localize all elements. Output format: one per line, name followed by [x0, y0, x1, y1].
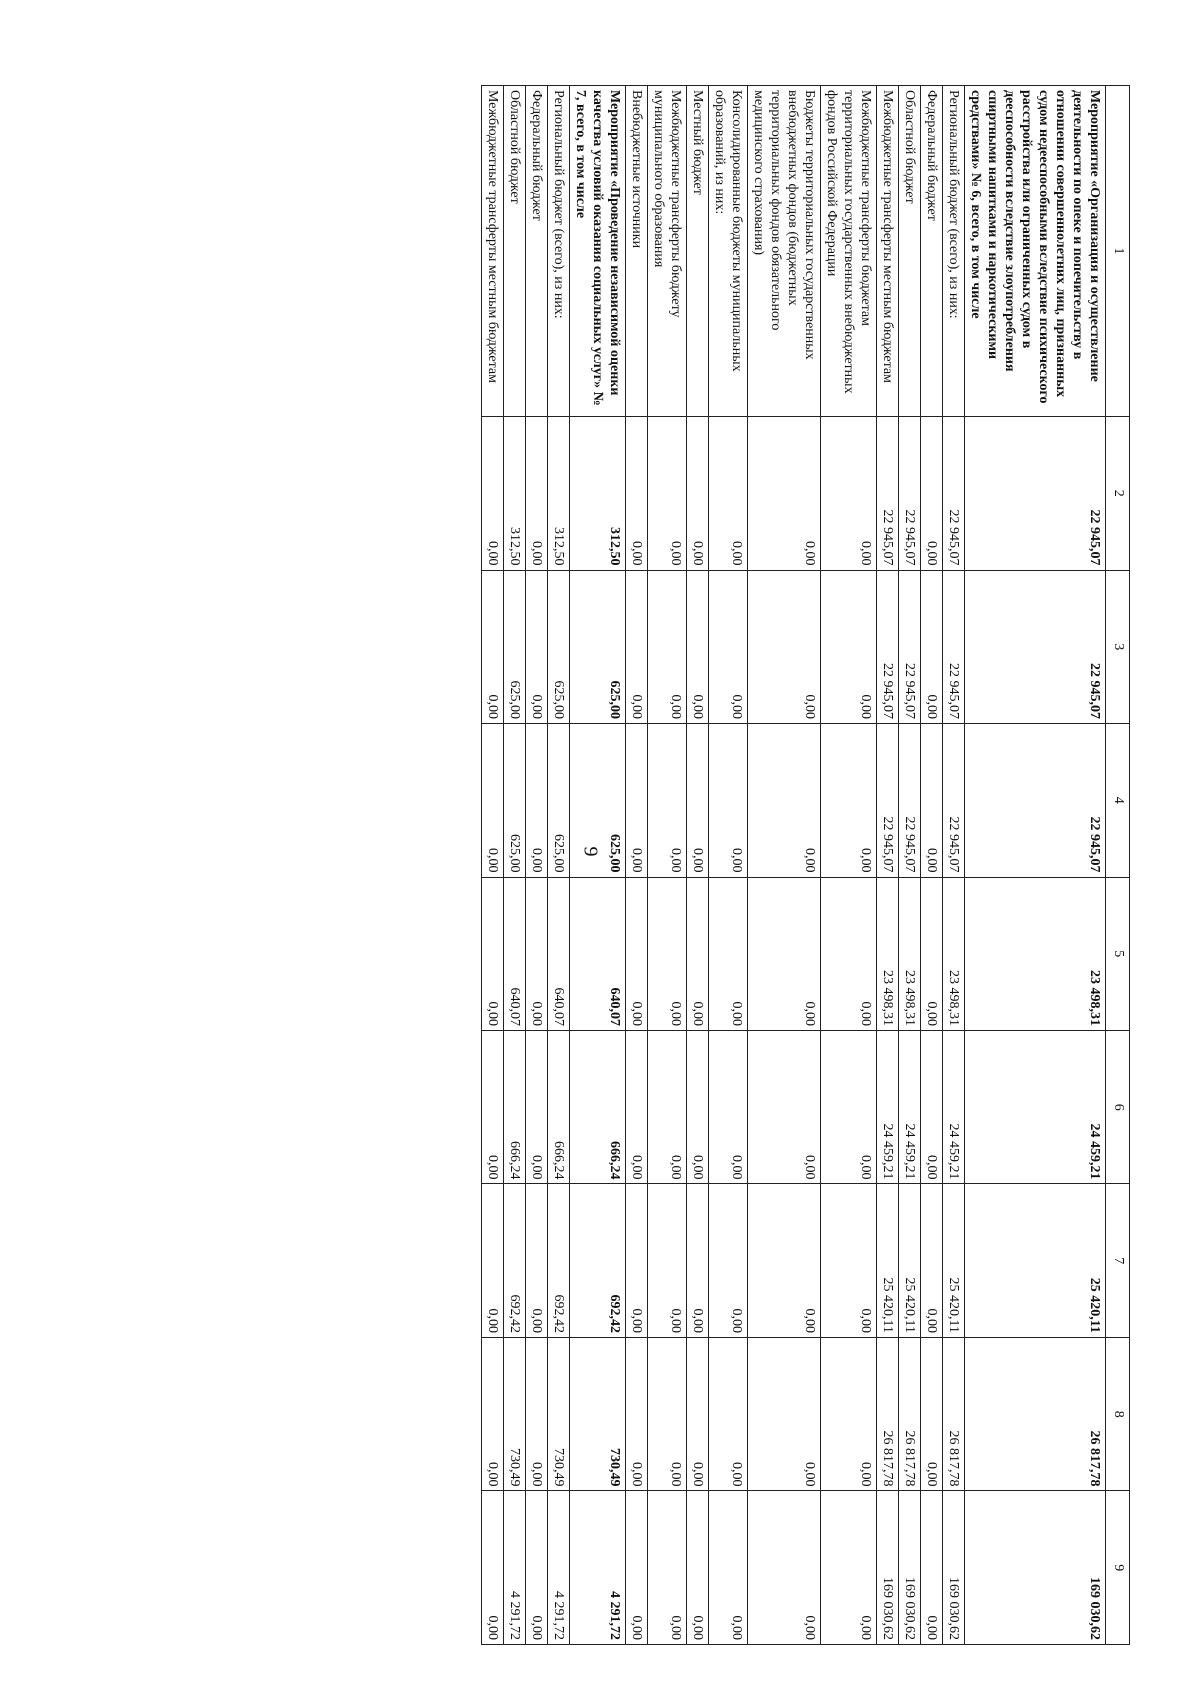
row-value: 22 945,07	[899, 570, 921, 723]
row-value: 0,00	[626, 1337, 648, 1490]
row-value: 0,00	[526, 1491, 548, 1645]
table-row	[648, 86, 687, 1645]
row-label: Консолидированные бюджеты муниципальных образований, из них:	[709, 86, 748, 417]
row-value: 0,00	[482, 877, 504, 1030]
budget-table-rotated	[100, 85, 1130, 1645]
row-value: 692,42	[504, 1184, 526, 1337]
table-row	[899, 86, 921, 1645]
row-value: 0,00	[921, 877, 943, 1030]
row-value: 0,00	[482, 1030, 504, 1183]
table-row	[965, 86, 1106, 1645]
row-value: 0,00	[821, 877, 877, 1030]
table-row	[504, 86, 526, 1645]
row-value: 24 459,21	[899, 1030, 921, 1183]
row-label: Межбюджетные трансферты местным бюджетам	[482, 86, 504, 417]
row-value: 22 945,07	[965, 570, 1106, 723]
column-header: 2	[1106, 417, 1130, 570]
row-value: 0,00	[626, 1030, 648, 1183]
table-row	[921, 86, 943, 1645]
table-row	[626, 86, 648, 1645]
row-value: 23 498,31	[965, 877, 1106, 1030]
row-label: Межбюджетные трансферты местным бюджетам	[877, 86, 899, 417]
row-value: 22 945,07	[877, 417, 899, 570]
row-value: 640,07	[548, 877, 570, 1030]
row-value: 0,00	[748, 1337, 821, 1490]
row-value: 312,50	[548, 417, 570, 570]
row-value: 0,00	[526, 1184, 548, 1337]
row-value: 0,00	[921, 724, 943, 877]
row-value: 666,24	[570, 1030, 626, 1183]
table-row	[570, 86, 626, 1645]
row-value: 169 030,62	[877, 1491, 899, 1645]
row-value: 0,00	[648, 1491, 687, 1645]
row-value: 0,00	[482, 1491, 504, 1645]
row-value: 625,00	[548, 570, 570, 723]
row-value: 22 945,07	[899, 724, 921, 877]
row-label: Мероприятие «Проведение независимой оценки качества условий оказания социальных услуг» № 7, всего, в том числе	[570, 86, 626, 417]
row-value: 0,00	[821, 1184, 877, 1337]
row-value: 0,00	[648, 877, 687, 1030]
row-value: 169 030,62	[943, 1491, 965, 1645]
row-value: 4 291,72	[504, 1491, 526, 1645]
table-row	[821, 86, 877, 1645]
row-value: 24 459,21	[943, 1030, 965, 1183]
row-value: 25 420,11	[965, 1184, 1106, 1337]
row-label: Федеральный бюджет	[526, 86, 548, 417]
row-value: 625,00	[570, 570, 626, 723]
column-header: 7	[1106, 1184, 1130, 1337]
row-value: 0,00	[648, 1337, 687, 1490]
row-value: 0,00	[709, 1491, 748, 1645]
row-label: Федеральный бюджет	[921, 86, 943, 417]
row-value: 0,00	[821, 417, 877, 570]
table-row	[748, 86, 821, 1645]
row-value: 0,00	[687, 1030, 709, 1183]
row-label: Мероприятие «Организация и осуществление деятельности по опеке и попечительству в отношении совершеннолетних лиц, признанных судом недееспособными вследствие психического расстройства или ограниченных судом в дееспособности вследствие злоупотребления спиртными напитками и наркотическими средствами» № 6, всего, в том числе	[965, 86, 1106, 417]
row-value: 22 945,07	[899, 417, 921, 570]
row-value: 0,00	[821, 1337, 877, 1490]
row-value: 26 817,78	[965, 1337, 1106, 1490]
row-value: 0,00	[687, 1184, 709, 1337]
row-value: 0,00	[648, 570, 687, 723]
row-value: 23 498,31	[943, 877, 965, 1030]
row-value: 0,00	[626, 724, 648, 877]
row-value: 0,00	[526, 877, 548, 1030]
row-value: 0,00	[709, 1337, 748, 1490]
row-value: 0,00	[821, 724, 877, 877]
row-value: 25 420,11	[899, 1184, 921, 1337]
row-label: Бюджеты территориальных государственных внебюджетных фондов (бюджетных территориальных фондов обязательного медицинского страхования)	[748, 86, 821, 417]
row-value: 0,00	[526, 1030, 548, 1183]
row-value: 0,00	[748, 1491, 821, 1645]
row-value: 666,24	[504, 1030, 526, 1183]
row-label: Областной бюджет	[899, 86, 921, 417]
row-value: 0,00	[748, 877, 821, 1030]
row-value: 23 498,31	[877, 877, 899, 1030]
row-value: 0,00	[709, 1030, 748, 1183]
row-value: 0,00	[626, 417, 648, 570]
table-body	[482, 86, 1106, 1645]
row-value: 666,24	[548, 1030, 570, 1183]
table-row	[526, 86, 548, 1645]
row-value: 0,00	[687, 1337, 709, 1490]
row-value: 0,00	[526, 570, 548, 723]
row-value: 625,00	[504, 570, 526, 723]
table-row	[877, 86, 899, 1645]
row-value: 0,00	[921, 1030, 943, 1183]
row-value: 0,00	[921, 1337, 943, 1490]
row-value: 22 945,07	[943, 724, 965, 877]
row-label: Областной бюджет	[504, 86, 526, 417]
column-header: 1	[1106, 86, 1130, 417]
row-value: 0,00	[648, 724, 687, 877]
row-value: 0,00	[748, 1184, 821, 1337]
row-label: Межбюджетные трансферты бюджету муниципального образования	[648, 86, 687, 417]
row-value: 0,00	[748, 724, 821, 877]
row-value: 625,00	[504, 724, 526, 877]
header-row	[1106, 86, 1130, 1645]
table-row	[943, 86, 965, 1645]
row-value: 640,07	[504, 877, 526, 1030]
row-value: 22 945,07	[943, 417, 965, 570]
row-value: 625,00	[570, 724, 626, 877]
row-value: 0,00	[626, 1491, 648, 1645]
budget-table	[481, 85, 1130, 1645]
row-value: 0,00	[709, 570, 748, 723]
row-value: 0,00	[482, 1337, 504, 1490]
row-value: 0,00	[626, 570, 648, 723]
column-header: 4	[1106, 724, 1130, 877]
row-label: Местный бюджет	[687, 86, 709, 417]
row-value: 22 945,07	[877, 570, 899, 723]
row-label: Региональный бюджет (всего), из них:	[548, 86, 570, 417]
row-value: 0,00	[526, 724, 548, 877]
column-header: 9	[1106, 1491, 1130, 1645]
row-value: 0,00	[821, 570, 877, 723]
row-value: 169 030,62	[965, 1491, 1106, 1645]
row-value: 22 945,07	[965, 417, 1106, 570]
row-value: 692,42	[570, 1184, 626, 1337]
row-value: 0,00	[748, 570, 821, 723]
row-value: 25 420,11	[877, 1184, 899, 1337]
row-value: 0,00	[921, 1184, 943, 1337]
row-value: 692,42	[548, 1184, 570, 1337]
row-value: 0,00	[821, 1030, 877, 1183]
row-value: 0,00	[626, 877, 648, 1030]
row-value: 730,49	[504, 1337, 526, 1490]
row-value: 0,00	[526, 417, 548, 570]
row-value: 640,07	[570, 877, 626, 1030]
column-header: 5	[1106, 877, 1130, 1030]
row-value: 730,49	[570, 1337, 626, 1490]
row-value: 24 459,21	[877, 1030, 899, 1183]
row-value: 0,00	[648, 417, 687, 570]
row-value: 0,00	[687, 417, 709, 570]
row-value: 0,00	[687, 570, 709, 723]
row-value: 0,00	[526, 1337, 548, 1490]
column-header: 8	[1106, 1337, 1130, 1490]
table-row	[548, 86, 570, 1645]
page-number: 9	[579, 846, 602, 857]
row-value: 22 945,07	[877, 724, 899, 877]
row-value: 312,50	[570, 417, 626, 570]
row-value: 730,49	[548, 1337, 570, 1490]
row-value: 0,00	[921, 570, 943, 723]
row-value: 0,00	[626, 1184, 648, 1337]
row-value: 0,00	[687, 877, 709, 1030]
row-value: 4 291,72	[570, 1491, 626, 1645]
row-value: 312,50	[504, 417, 526, 570]
row-value: 0,00	[921, 417, 943, 570]
row-value: 0,00	[921, 1491, 943, 1645]
table-row	[709, 86, 748, 1645]
row-value: 0,00	[648, 1030, 687, 1183]
row-value: 26 817,78	[899, 1337, 921, 1490]
row-value: 23 498,31	[899, 877, 921, 1030]
row-value: 0,00	[821, 1491, 877, 1645]
row-value: 26 817,78	[877, 1337, 899, 1490]
row-value: 0,00	[482, 1184, 504, 1337]
row-value: 169 030,62	[899, 1491, 921, 1645]
table-row	[687, 86, 709, 1645]
row-value: 0,00	[748, 1030, 821, 1183]
row-label: Региональный бюджет (всего), из них:	[943, 86, 965, 417]
table-row	[482, 86, 504, 1645]
row-value: 0,00	[709, 417, 748, 570]
row-value: 0,00	[482, 570, 504, 723]
row-value: 0,00	[687, 724, 709, 877]
column-header: 3	[1106, 570, 1130, 723]
row-label: Межбюджетные трансферты бюджетам территориальных государственных внебюджетных фондов Российской Федерации	[821, 86, 877, 417]
row-value: 0,00	[709, 1184, 748, 1337]
row-value: 22 945,07	[965, 724, 1106, 877]
row-value: 625,00	[548, 724, 570, 877]
column-header: 6	[1106, 1030, 1130, 1183]
row-value: 0,00	[709, 877, 748, 1030]
row-value: 25 420,11	[943, 1184, 965, 1337]
row-label: Внебюджетные источники	[626, 86, 648, 417]
row-value: 0,00	[748, 417, 821, 570]
row-value: 0,00	[482, 724, 504, 877]
row-value: 0,00	[709, 724, 748, 877]
row-value: 0,00	[648, 1184, 687, 1337]
row-value: 0,00	[687, 1491, 709, 1645]
row-value: 0,00	[482, 417, 504, 570]
row-value: 24 459,21	[965, 1030, 1106, 1183]
row-value: 26 817,78	[943, 1337, 965, 1490]
row-value: 4 291,72	[548, 1491, 570, 1645]
row-value: 22 945,07	[943, 570, 965, 723]
